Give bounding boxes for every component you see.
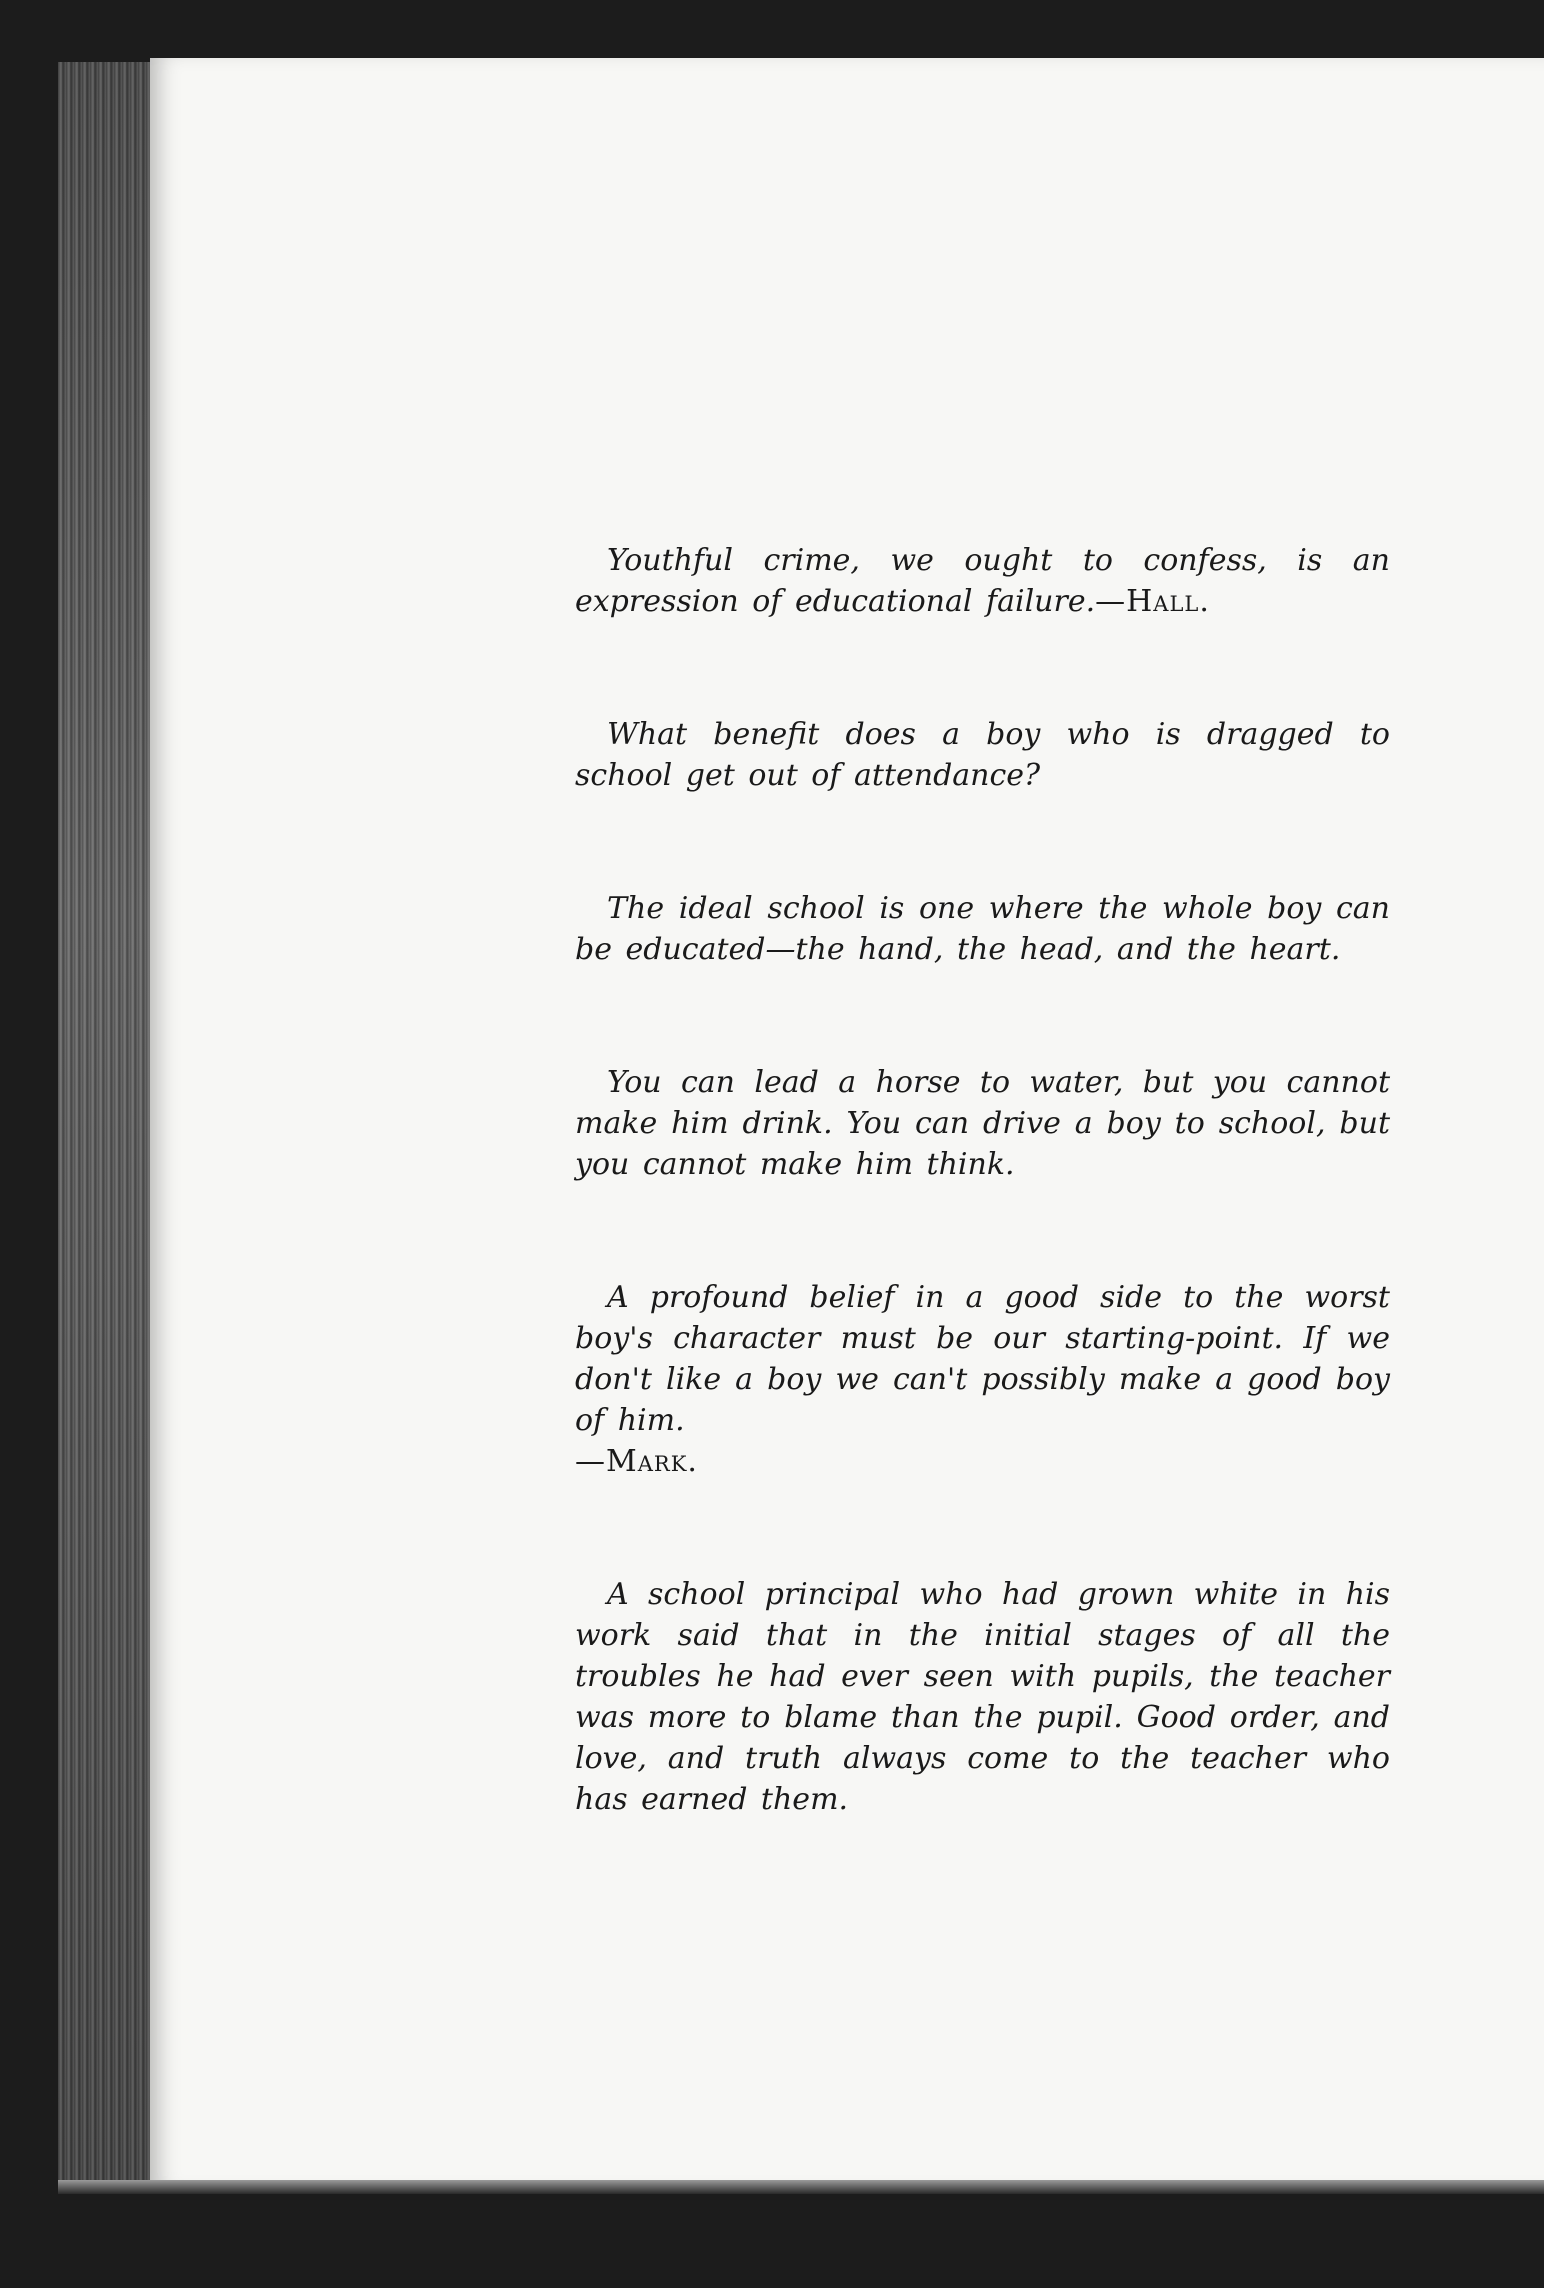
quote-attribution: —Hall. <box>1095 584 1210 619</box>
quote-text: Youthful crime, we ought to confess, is an expression of educational failure. <box>575 543 1390 619</box>
quote-text: You can lead a horse to water, but you cannot make him drink. You can drive a boy to school, but you cannot make him think. <box>575 1065 1390 1182</box>
book-bottom-edge <box>58 2180 1544 2194</box>
quote-text: A school principal who had grown white in his work said that in the initial stages of all the troubles he had ever seen with pupils, the teacher was more to blame than the pupil. Good order, and love, and truth always come to the teacher who has earned them. <box>575 1577 1390 1817</box>
quote-paragraph <box>575 1574 1390 1820</box>
quote-text: A profound belief in a good side to the worst boy's character must be our starting-point. If we don't like a boy we can't possibly make a good boy of him. <box>575 1280 1390 1438</box>
quote-paragraph <box>575 1277 1390 1482</box>
quote-attribution: —Mark. <box>575 1444 698 1479</box>
quote-paragraph <box>575 714 1390 796</box>
quote-text: The ideal school is one where the whole boy can be educated—the hand, the head, and the heart. <box>575 891 1390 967</box>
quote-paragraph <box>575 888 1390 970</box>
quote-text: What benefit does a boy who is dragged to school get out of attendance? <box>575 717 1390 793</box>
quote-paragraph <box>575 1062 1390 1185</box>
quote-paragraph <box>575 540 1390 622</box>
quotes-text-block <box>575 540 1390 1912</box>
